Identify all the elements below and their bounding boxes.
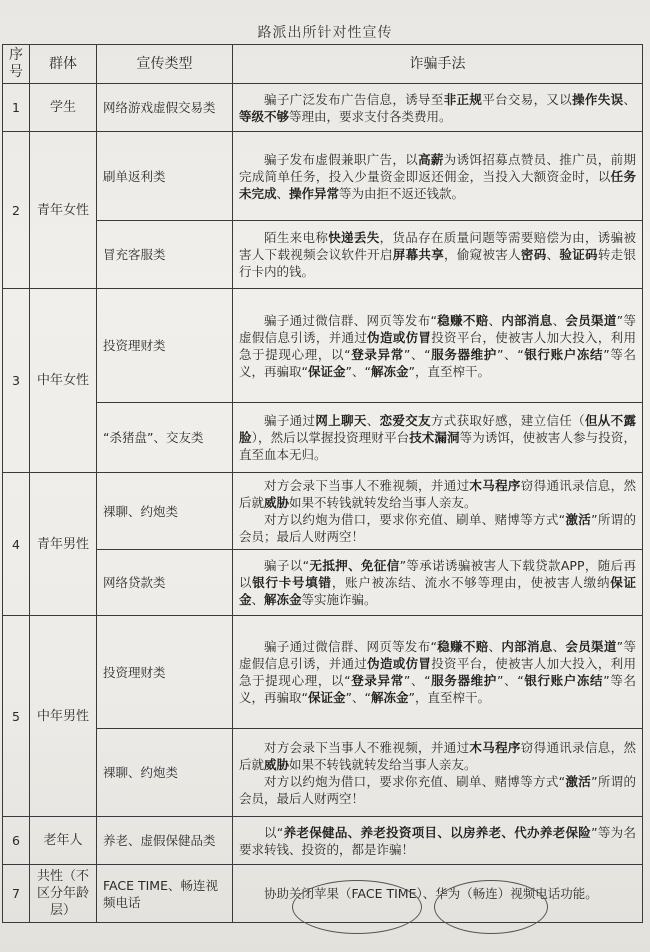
desc-text: ”所谓的会员，最后人财两空！ xyxy=(239,773,636,806)
emphasis-text: 银行卡号填错 xyxy=(252,575,332,590)
emphasis-text: 威胁 xyxy=(264,756,290,772)
row-number: 2 xyxy=(3,132,30,289)
desc-text: 、 xyxy=(552,639,566,654)
desc-text: 、 xyxy=(488,312,502,328)
page-title: 路派出所针对性宣传 xyxy=(257,25,393,41)
desc-text: ，货品存在质量问题等需要赔偿为由，诱骗被害人下载视频会议软件开启 xyxy=(239,230,636,262)
desc-text: ”等虚假信息引诱，并通过 xyxy=(239,312,636,345)
emphasis-text: 屏幕共享 xyxy=(392,247,445,262)
desc-text: 窃得通讯录信息，然后就 xyxy=(239,739,636,772)
method-paragraph xyxy=(239,557,636,608)
desc-text: ”、“ xyxy=(496,673,524,688)
desc-text: ”等为名要求转钱、投资的，都是诈骗！ xyxy=(239,824,636,857)
desc-text: 骗子以“ xyxy=(264,558,310,573)
desc-text: 、 xyxy=(552,312,566,328)
method-cell xyxy=(233,729,643,817)
emphasis-text: 伪造或仿冒 xyxy=(367,329,432,345)
table-row xyxy=(3,817,643,865)
method-cell xyxy=(233,865,643,923)
desc-text: ”，直至榨干。 xyxy=(408,363,490,379)
desc-text: ”、“ xyxy=(403,346,431,362)
table-row xyxy=(3,132,643,221)
emphasis-text: 解冻金 xyxy=(370,690,409,705)
emphasis-text: 银行账户冻结 xyxy=(523,673,604,688)
emphasis-text: 保证金 xyxy=(239,575,636,607)
emphasis-text: 登录异常 xyxy=(350,673,404,688)
group-cell: 青年女性 xyxy=(30,132,97,289)
group-cell: 老年人 xyxy=(30,817,97,865)
group-cell: 学生 xyxy=(30,84,97,132)
method-cell xyxy=(233,550,643,616)
method-paragraph xyxy=(239,412,636,463)
desc-text: 为诱饵招募点赞员、推广员，前期完成简单任务，投入少量资金即返还佣金，当投入大额资金时，以 xyxy=(239,151,636,184)
emphasis-text: 内部消息 xyxy=(501,639,553,654)
method-paragraph xyxy=(239,91,636,125)
table-row xyxy=(3,84,643,132)
emphasis-text: 等级不够 xyxy=(239,108,290,124)
desc-text: 转走银行卡内的钱。 xyxy=(239,247,636,279)
method-paragraph xyxy=(239,151,636,202)
type-cell: 养老、虚假保健品类 xyxy=(97,817,233,865)
emphasis-text: 验证码 xyxy=(559,247,598,262)
emphasis-text: 会员渠道 xyxy=(565,639,617,654)
desc-text: 、 xyxy=(546,247,560,262)
desc-text: 如果不转钱就转发给当事人亲友。 xyxy=(289,756,477,772)
type-cell: 投资理财类 xyxy=(97,289,233,403)
method-cell xyxy=(233,221,643,289)
emphasis-text: 保证金 xyxy=(307,690,346,705)
type-cell: 网络贷款类 xyxy=(97,550,233,616)
fraud-table xyxy=(2,44,643,923)
desc-text: ”、“ xyxy=(496,346,524,362)
desc-text: 骗子广泛发布广告信息，诱导至 xyxy=(264,91,444,107)
type-cell: FACE TIME、畅连视频电话 xyxy=(97,865,233,923)
desc-text: 等实施诈骗。 xyxy=(301,592,377,607)
table-row xyxy=(3,616,643,729)
desc-text: ），然后以掌握投资理财平台 xyxy=(251,430,410,445)
desc-text: 等理由，要求支付各类费用。 xyxy=(289,108,452,124)
method-paragraph xyxy=(239,638,636,706)
header-type: 宣传类型 xyxy=(97,45,233,84)
desc-text: 投资平台，使被害人加大投入，利用急于提现心理，以“ xyxy=(239,656,636,688)
desc-text: 骗子通过微信群、网页等发布“ xyxy=(264,312,437,328)
row-number: 3 xyxy=(3,289,30,473)
desc-text: ”所谓的会员；最后人财两空！ xyxy=(239,512,636,544)
desc-text: 投资平台，使被害人加大投入，利用急于提现心理，以“ xyxy=(239,329,636,362)
desc-text: 骗子发布虚假兼职广告，以 xyxy=(264,151,419,167)
table-row xyxy=(3,729,643,817)
desc-text: 窃得通讯录信息，然后就 xyxy=(239,478,636,510)
table-row xyxy=(3,289,643,403)
desc-text: 、 xyxy=(251,592,265,607)
emphasis-text: 操作失误 xyxy=(572,91,624,107)
desc-text: 等为由拒不返还钱款。 xyxy=(339,185,465,201)
header-no: 序号 xyxy=(3,45,30,84)
method-paragraph xyxy=(239,312,636,380)
method-paragraph xyxy=(239,477,636,511)
emphasis-text: 木马程序 xyxy=(469,739,521,755)
emphasis-text: 解冻金 xyxy=(370,363,409,379)
type-cell: 投资理财类 xyxy=(97,616,233,729)
emphasis-text: 服务器维护 xyxy=(430,673,497,688)
desc-text: 方式获取好感，建立信任（ xyxy=(430,413,585,428)
desc-text: ”等承诺诱骗被害人下载贷款APP，随后再以 xyxy=(239,558,636,590)
emphasis-text: 非正规 xyxy=(443,91,483,107)
method-cell xyxy=(233,616,643,729)
emphasis-text: 威胁 xyxy=(264,495,290,510)
desc-text: 等为诱饵，使被害人参与投资，直至血本无归。 xyxy=(239,430,636,462)
desc-text: ”、“ xyxy=(403,673,431,688)
group-cell: 共性（不区分年龄层） xyxy=(30,865,97,923)
emphasis-text: 银行账户冻结 xyxy=(523,346,604,362)
emphasis-text: 激活 xyxy=(565,512,592,527)
desc-text: 平台交易，又以 xyxy=(482,91,573,107)
row-number: 7 xyxy=(3,865,30,923)
desc-text: 对方会录下当事人不雅视频，并通过 xyxy=(264,478,470,493)
desc-text: ”等虚假信息引诱，并通过 xyxy=(239,639,636,671)
emphasis-text: 无抵押、免征信 xyxy=(309,558,400,573)
method-paragraph xyxy=(239,229,636,280)
method-cell xyxy=(233,132,643,221)
header-method: 诈骗手法 xyxy=(233,45,643,84)
emphasis-text: 但从不露脸 xyxy=(239,413,636,445)
row-number: 6 xyxy=(3,817,30,865)
type-cell: 裸聊、约炮类 xyxy=(97,729,233,817)
table-row xyxy=(3,221,643,289)
emphasis-text: 解冻金 xyxy=(264,592,302,607)
group-cell: 中年男性 xyxy=(30,616,97,817)
row-number: 4 xyxy=(3,473,30,616)
emphasis-text: 密码 xyxy=(520,247,547,262)
method-cell xyxy=(233,289,643,403)
desc-text: 如果不转钱就转发给当事人亲友。 xyxy=(289,495,477,510)
emphasis-text: 激活 xyxy=(565,773,592,789)
row-number: 1 xyxy=(3,84,30,132)
method-cell xyxy=(233,817,643,865)
type-cell: 网络游戏虚假交易类 xyxy=(97,84,233,132)
emphasis-text: 网上聊天 xyxy=(315,413,367,428)
desc-text: ”、“ xyxy=(345,690,371,705)
table-header-row xyxy=(3,45,643,84)
emphasis-text: 伪造或仿冒 xyxy=(367,656,432,671)
method-cell xyxy=(233,473,643,550)
desc-text: 陌生来电称 xyxy=(264,230,329,245)
header-group: 群体 xyxy=(30,45,97,84)
emphasis-text: 内部消息 xyxy=(501,312,553,328)
type-cell: 冒充客服类 xyxy=(97,221,233,289)
desc-text: 骗子通过微信群、网页等发布“ xyxy=(264,639,437,654)
group-cell: 中年女性 xyxy=(30,289,97,473)
desc-text: ，偷窥被害人 xyxy=(444,247,521,262)
method-cell xyxy=(233,84,643,132)
emphasis-text: 恋爱交友 xyxy=(379,413,431,428)
emphasis-text: 养老保健品、养老投资项目、以房养老、代办养老保险 xyxy=(283,824,592,840)
desc-text: ”等名义，再骗取“ xyxy=(239,346,636,379)
type-cell: 裸聊、约炮类 xyxy=(97,473,233,550)
emphasis-text: 登录异常 xyxy=(350,346,404,362)
emphasis-text: 操作异常 xyxy=(289,185,340,201)
desc-text: 以“ xyxy=(264,824,284,840)
group-cell: 青年男性 xyxy=(30,473,97,616)
method-paragraph xyxy=(239,824,636,858)
table-row xyxy=(3,403,643,473)
type-cell: 刷单返利类 xyxy=(97,132,233,221)
desc-text: 、 xyxy=(276,185,290,201)
emphasis-text: 高薪 xyxy=(418,151,444,167)
desc-text: 、 xyxy=(623,91,636,107)
method-paragraph xyxy=(239,511,636,545)
desc-text: 、 xyxy=(366,413,380,428)
desc-text: 协助关闭苹果（FACE TIME）、华为（畅连）视频电话功能。 xyxy=(264,886,598,901)
method-paragraph xyxy=(239,773,636,807)
emphasis-text: 木马程序 xyxy=(469,478,521,493)
type-cell: “杀猪盘”、交友类 xyxy=(97,403,233,473)
desc-text: ”、“ xyxy=(345,363,371,379)
desc-text: 骗子通过 xyxy=(264,413,316,428)
table-row xyxy=(3,550,643,616)
desc-text: 对方会录下当事人不雅视频，并通过 xyxy=(264,739,470,755)
emphasis-text: 稳赚不赔 xyxy=(437,639,489,654)
desc-text: ”等名义，再骗取“ xyxy=(239,673,636,705)
desc-text: 对方以约炮为借口，要求你充值、刷单、赌博等方式“ xyxy=(264,773,566,789)
desc-text: ”，直至榨干。 xyxy=(408,690,490,705)
emphasis-text: 稳赚不赔 xyxy=(437,312,489,328)
row-number: 5 xyxy=(3,616,30,817)
emphasis-text: 任务未完成 xyxy=(239,168,636,201)
emphasis-text: 技术漏洞 xyxy=(409,430,460,445)
desc-text: ，账户被冻结、流水不够等理由，使被害人缴纳 xyxy=(331,575,611,590)
emphasis-text: 会员渠道 xyxy=(565,312,617,328)
method-paragraph xyxy=(239,739,636,773)
desc-text: 、 xyxy=(488,639,502,654)
method-cell xyxy=(233,403,643,473)
desc-text: 对方以约炮为借口，要求你充值、刷单、赌博等方式“ xyxy=(264,512,566,527)
table-row xyxy=(3,473,643,550)
table-row xyxy=(3,865,643,923)
emphasis-text: 快递丢失 xyxy=(328,230,380,245)
emphasis-text: 保证金 xyxy=(307,363,346,379)
emphasis-text: 服务器维护 xyxy=(430,346,497,362)
method-paragraph xyxy=(239,885,636,902)
